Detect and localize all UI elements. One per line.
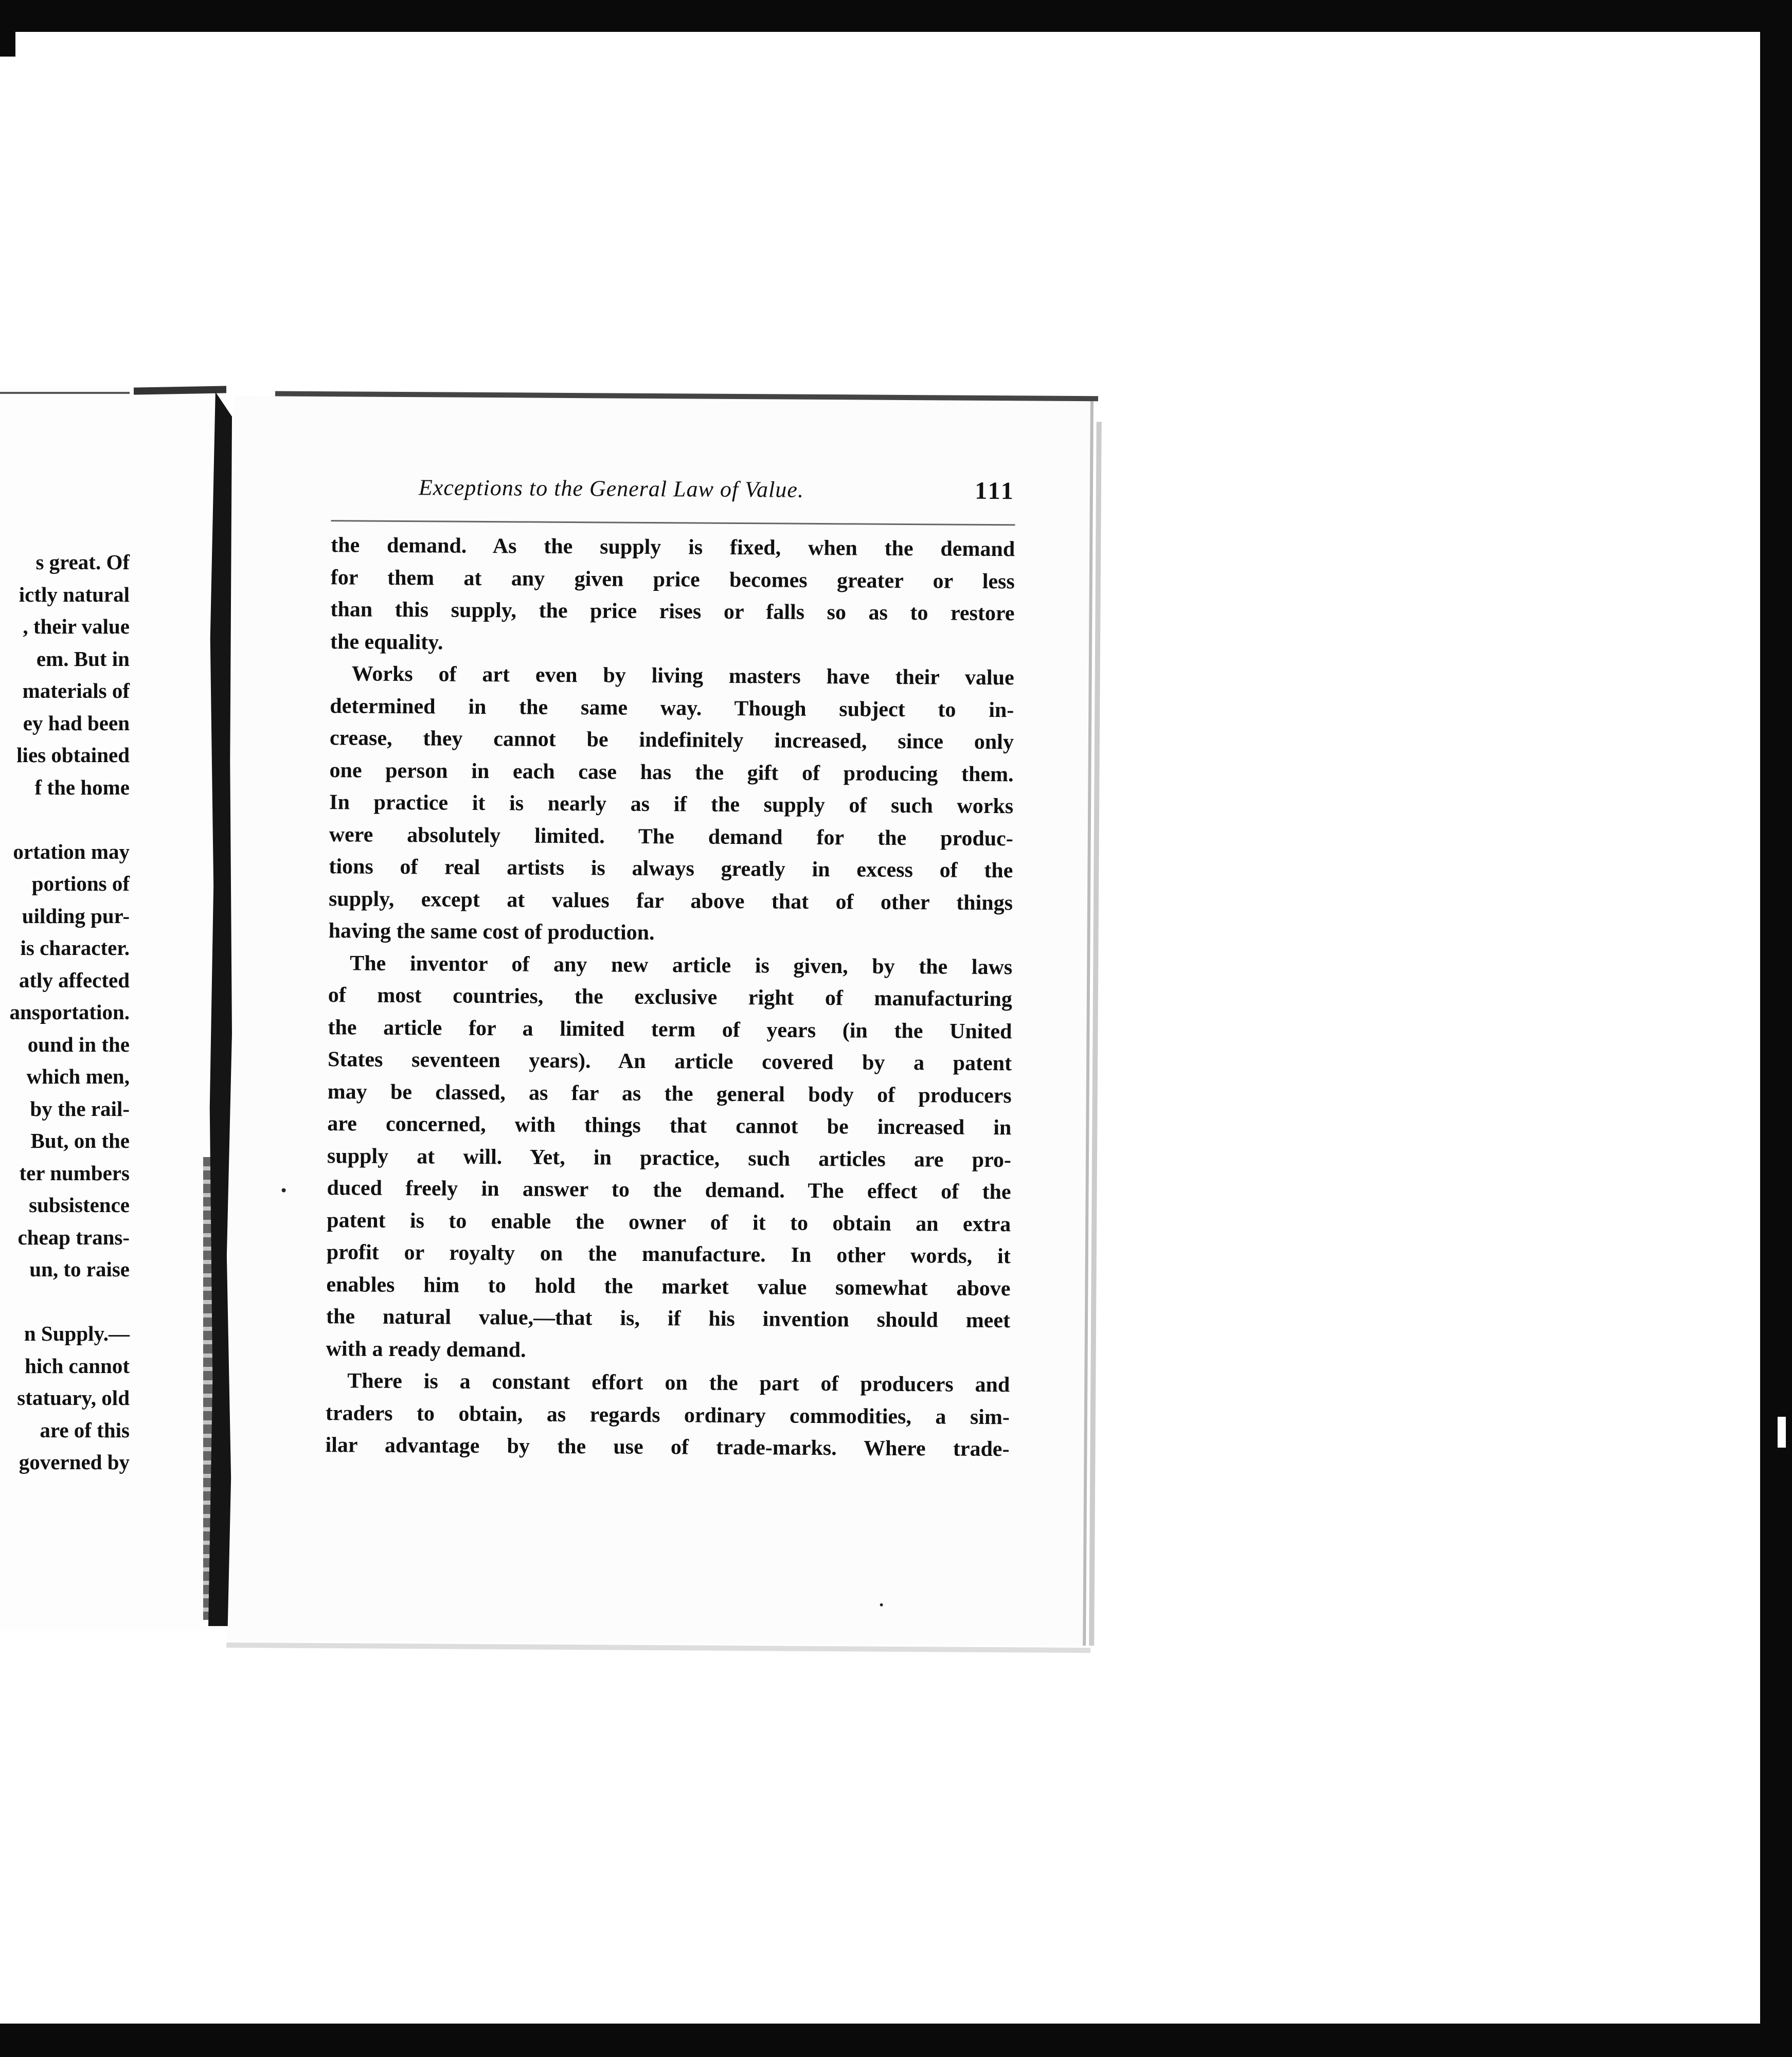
left-page-line: f the home: [34, 775, 130, 799]
page-number: 111: [975, 477, 1016, 505]
left-page-line: ound in the: [27, 1032, 130, 1056]
book-spine: [208, 392, 232, 1626]
body-line: States seventeen years). An article covered by a patent: [327, 1048, 1012, 1076]
body-line: having the same cost of production.: [328, 919, 655, 945]
body-line: ilar advantage by the use of trade-marks. Where trade-: [325, 1433, 1010, 1461]
left-page-line: ortation may: [13, 839, 130, 863]
left-page-line: un, to raise: [29, 1257, 130, 1281]
left-page-line: statuary, old: [17, 1386, 130, 1410]
left-page-line: atly affected: [19, 968, 130, 992]
scanner-border-bottom: [0, 2024, 1792, 2057]
ink-speck: [282, 1188, 286, 1193]
left-page-line: , their value: [23, 615, 130, 638]
right-page: [226, 396, 1094, 1646]
body-line: the demand. As the supply is fixed, when the demand: [331, 533, 1015, 562]
ink-speck: [880, 1603, 883, 1607]
left-page-line: ictly natural: [19, 582, 130, 606]
body-line: are concerned, with things that cannot be increased in: [327, 1112, 1012, 1140]
body-line: The inventor of any new article is given, by the laws: [350, 951, 1013, 979]
left-page-text: [0, 546, 130, 1478]
left-page-line: cheap trans-: [17, 1225, 130, 1249]
body-line: the article for a limited term of years (in the United: [328, 1015, 1012, 1043]
body-line: duced freely in answer to the demand. The effect of the: [327, 1176, 1011, 1204]
left-page-line: are of this: [40, 1418, 130, 1442]
left-page-line: materials of: [22, 679, 130, 702]
scanner-border-top: [0, 0, 1792, 32]
left-page: [0, 387, 226, 1631]
left-page-line: [0, 803, 130, 836]
body-line: with a ready demand.: [326, 1337, 526, 1362]
body-line: tions of real artists is always greatly in excess of the: [329, 855, 1013, 883]
left-page-line: lies obtained: [16, 743, 130, 767]
body-line: were absolutely limited. The demand for the produc-: [329, 822, 1013, 851]
body-line: traders to obtain, as regards ordinary commodities, a sim-: [325, 1401, 1010, 1429]
left-page-line: s great. Of: [35, 550, 130, 574]
body-line: of most countries, the exclusive right of manufacturing: [328, 983, 1013, 1012]
running-head: [419, 474, 1015, 514]
body-line: There is a constant effort on the part of producers and: [347, 1369, 1010, 1397]
body-line: supply at will. Yet, in practice, such articles are pro-: [327, 1144, 1012, 1172]
left-page-line: But, on the: [30, 1129, 130, 1152]
scanner-edge-mark: [1778, 1417, 1786, 1448]
scanner-border-right: [1760, 0, 1792, 2057]
left-page-line: portions of: [31, 872, 130, 895]
body-line: may be classed, as far as the general body of producers: [327, 1079, 1012, 1108]
body-line: Works of art even by living masters have their value: [351, 662, 1014, 690]
body-line: patent is to enable the owner of it to obtain an extra: [327, 1208, 1011, 1236]
body-line: for them at any given price becomes greater or less: [330, 565, 1015, 593]
body-line: than this supply, the price rises or falls so as to restore: [330, 598, 1015, 626]
left-page-line: is character.: [20, 936, 130, 960]
body-line: crease, they cannot be indefinitely increased, since only: [329, 726, 1014, 754]
left-page-line: ey had been: [23, 711, 130, 735]
body-line: enables him to hold the market value somewhat above: [326, 1272, 1011, 1301]
left-page-line: by the rail-: [30, 1096, 130, 1121]
body-line: In practice it is nearly as if the supply of such works: [329, 790, 1014, 819]
head-rule: [331, 520, 1015, 526]
left-page-line: which men,: [26, 1064, 130, 1088]
body-line: profit or royalty on the manufacture. In other words, it: [326, 1240, 1011, 1269]
left-page-line: governed by: [19, 1450, 130, 1474]
left-page-line: em. But in: [36, 646, 130, 671]
left-page-line: [0, 1286, 130, 1318]
left-page-line: n Supply.—: [24, 1322, 130, 1345]
left-page-top-edge: [134, 386, 226, 394]
body-line: one person in each case has the gift of producing them.: [329, 758, 1014, 786]
left-page-rule: [0, 392, 130, 394]
scanner-border-corner: [0, 0, 15, 57]
running-head-title: Exceptions to the General Law of Value.: [418, 475, 804, 502]
left-page-line: ter numbers: [19, 1161, 130, 1185]
body-line: determined in the same way. Though subject to in-: [330, 694, 1014, 722]
left-page-line: hich cannot: [25, 1354, 130, 1378]
body-line: the natural value,—that is, if his invention should meet: [326, 1305, 1011, 1333]
left-page-line: ansportation.: [9, 1000, 130, 1024]
left-page-line: uilding pur-: [22, 904, 130, 928]
body-line: supply, except at values far above that of other things: [328, 887, 1013, 915]
left-page-line: subsistence: [29, 1193, 130, 1217]
body-text: [325, 529, 1015, 1466]
body-line: the equality.: [330, 629, 443, 654]
